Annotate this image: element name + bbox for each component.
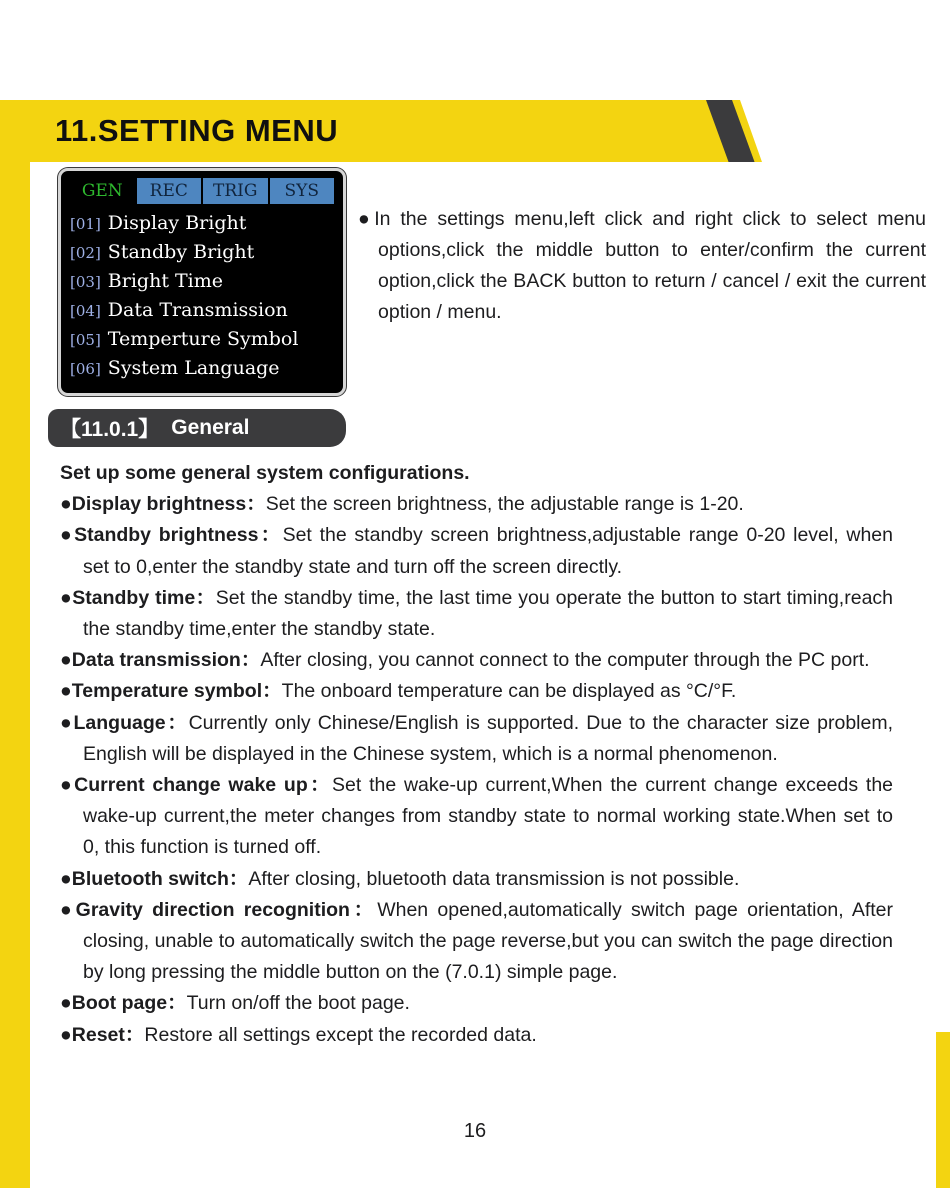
menu-item-index: [06] <box>70 360 101 378</box>
list-item <box>60 708 893 770</box>
item-text: After closing, you cannot connect to the computer through the PC port. <box>260 649 870 672</box>
item-label: ●Language： <box>60 711 189 734</box>
menu-item-index: [01] <box>70 215 101 233</box>
badge-title: General <box>171 416 250 439</box>
menu-item-label: Bright Time <box>107 270 224 292</box>
menu-item-label: Standby Bright <box>107 241 255 263</box>
item-text: Set the standby time, the last time you operate the button to start timing,reach the standby time,enter the standby state. <box>83 586 894 641</box>
item-text: Currently only Chinese/English is supported. Due to the character size problem, English will be displayed in the Chinese system, which is a normal phenomenon. <box>83 711 893 765</box>
item-text: Restore all settings except the recorded data. <box>144 1023 537 1046</box>
section-title: 11.SETTING MENU <box>55 113 339 148</box>
list-item <box>60 864 893 895</box>
menu-item-label: Data Transmission <box>107 299 288 321</box>
menu-item-index: [04] <box>70 302 101 320</box>
screen-menu-item <box>70 267 334 296</box>
page-number: 16 <box>463 1120 487 1142</box>
list-item <box>60 895 893 989</box>
tab-gen: GEN <box>70 178 135 204</box>
item-text: Set the wake-up current,When the current change exceeds the wake-up current,the meter changes from standby state to normal working state.When set to 0, this function is turned off. <box>83 774 894 859</box>
screen-menu-item <box>70 354 334 383</box>
badge-number: 【11.0.1】 <box>60 418 160 441</box>
screen-menu-item <box>70 238 334 267</box>
menu-item-index: [03] <box>70 273 101 291</box>
item-label: ●Reset： <box>60 1023 145 1046</box>
list-item <box>60 676 893 707</box>
intro-note: ●In the settings menu,left click and right click to select menu options,click the middle button to enter/confirm the current option,click the BACK button to return / cancel / exit the current option / menu. <box>358 208 926 323</box>
item-text: Set the screen brightness, the adjustable range is 1-20. <box>265 493 744 516</box>
list-item <box>60 988 893 1019</box>
menu-item-label: System Language <box>107 357 280 379</box>
list-item <box>60 770 893 864</box>
item-text: Turn on/off the boot page. <box>186 992 410 1015</box>
screen-menu-item <box>70 325 334 354</box>
tab-rec: REC <box>137 178 202 204</box>
menu-item-label: Display Bright <box>107 212 247 234</box>
item-text: When opened,automatically switch page orientation, After closing, unable to automatically switch the page reverse,but you can switch the page direction by long pressing the middle button on the (7.0.1) simple page. <box>83 898 893 984</box>
menu-item-index: [05] <box>70 331 101 349</box>
screen-tab-bar <box>70 178 334 204</box>
item-label: ●Standby time： <box>60 586 216 609</box>
item-label: ●Bluetooth switch： <box>60 867 249 890</box>
section-lead: Set up some general system configurations. <box>60 462 470 484</box>
left-accent-bar <box>0 100 30 1188</box>
item-label: ●Temperature symbol： <box>60 680 282 703</box>
menu-item-label: Temperture Symbol <box>107 328 299 350</box>
list-item <box>60 489 893 520</box>
screen-menu-item <box>70 209 334 238</box>
item-label: ●Data transmission： <box>60 649 261 672</box>
tab-sys: SYS <box>270 178 335 204</box>
item-label: ●Standby brightness： <box>60 524 283 547</box>
item-label: ●Current change wake up： <box>60 774 333 797</box>
item-text: The onboard temperature can be displayed as °C/°F. <box>281 680 737 703</box>
section-badge <box>48 409 346 447</box>
list-item <box>60 645 893 676</box>
device-screen <box>58 168 346 396</box>
item-text: After closing, bluetooth data transmission is not possible. <box>248 867 740 890</box>
section-body <box>60 458 893 1051</box>
right-accent-bar <box>936 1032 950 1188</box>
item-label: ●Gravity direction recognition： <box>60 898 378 921</box>
item-label: ●Boot page： <box>60 992 187 1015</box>
tab-trig: TRIG <box>203 178 268 204</box>
list-item <box>60 1020 893 1051</box>
screen-menu-item <box>70 296 334 325</box>
list-item <box>60 520 893 582</box>
item-label: ●Display brightness： <box>60 493 266 516</box>
item-text: Set the standby screen brightness,adjustable range 0-20 level, when set to 0,enter the standby state and turn off the screen directly. <box>83 524 893 578</box>
list-item <box>60 583 893 645</box>
menu-item-index: [02] <box>70 244 101 262</box>
